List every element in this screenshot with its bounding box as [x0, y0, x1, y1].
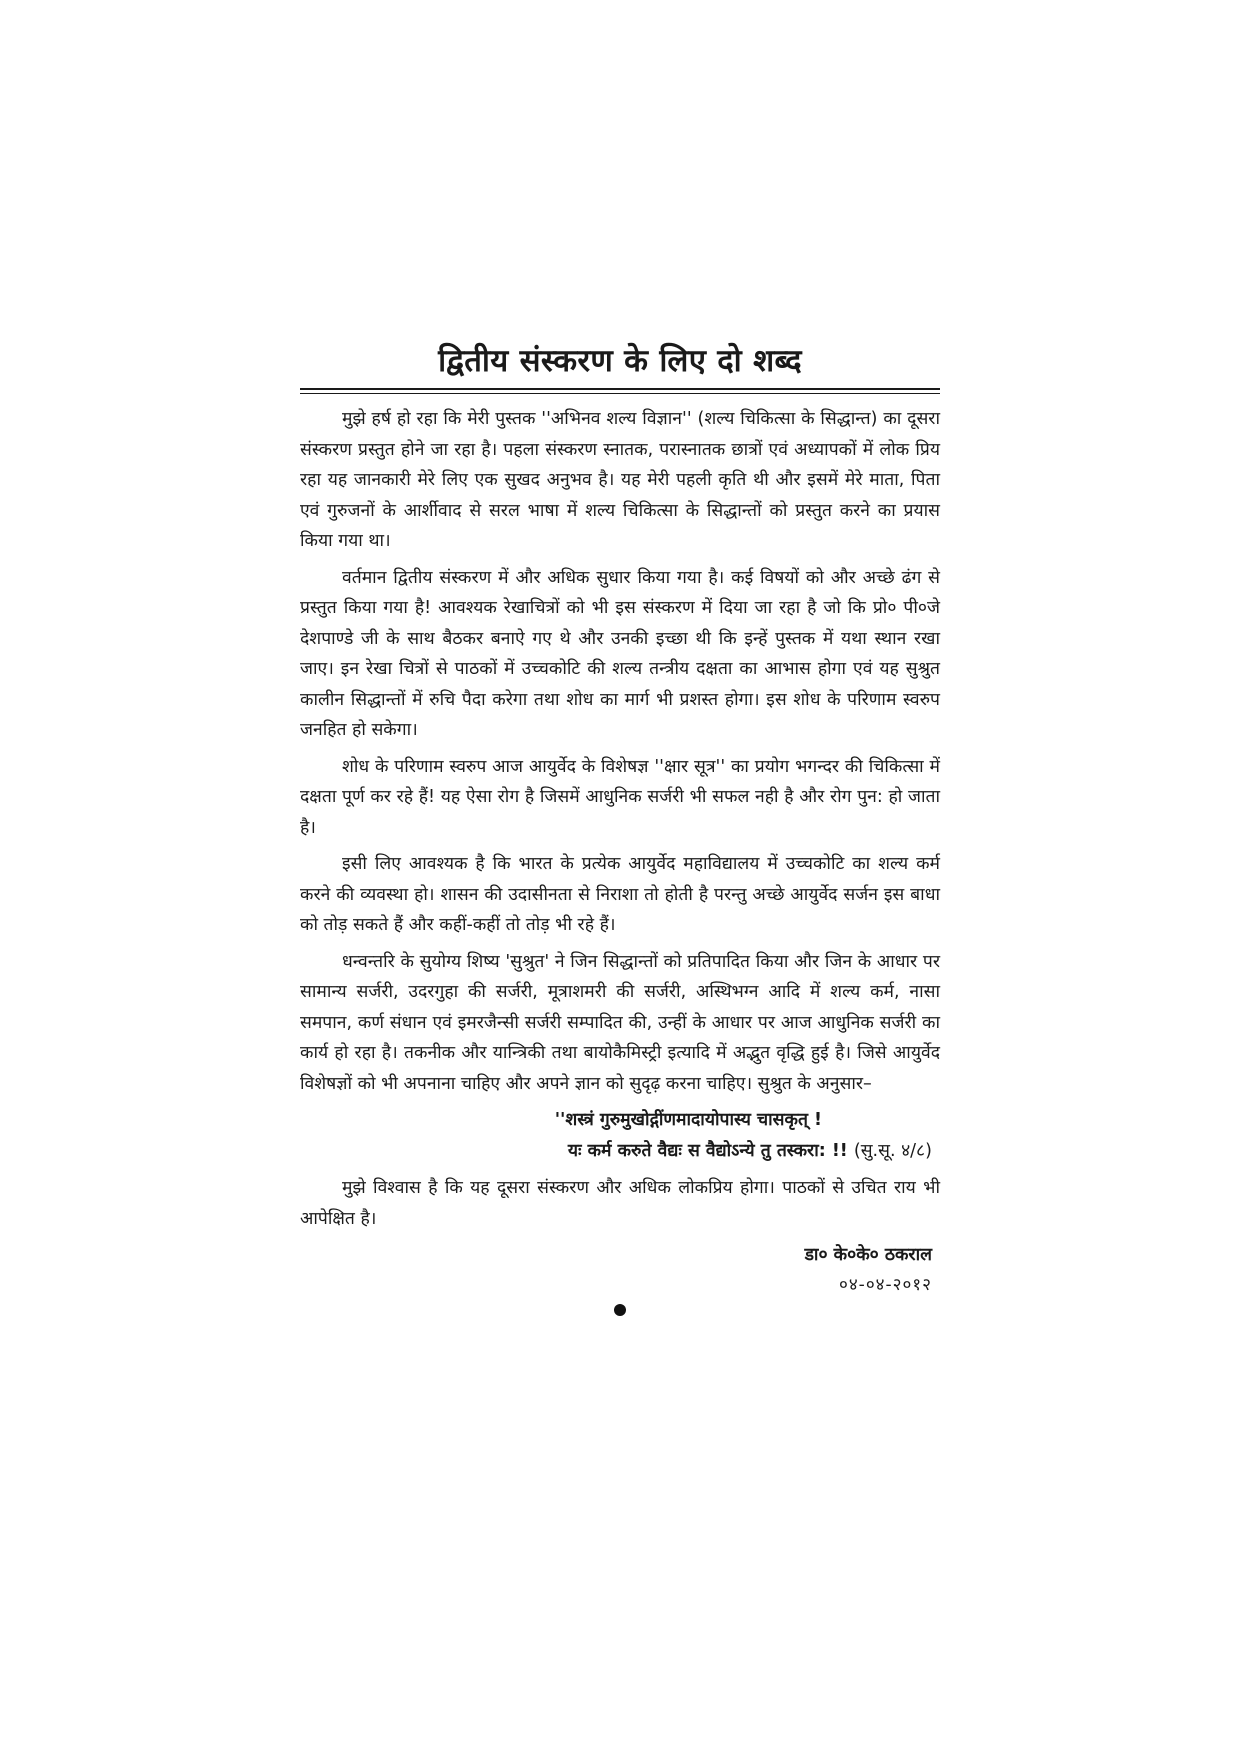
preface-page — [300, 338, 940, 1316]
paragraph-2: वर्तमान द्वितीय संस्करण में और अधिक सुधार किया गया है। कई विषयों को और अच्छे ढंग से प्रस्तुत किया गया है! आवश्यक रेखाचित्रों को भी इस संस्करण में दिया जा रहा है जो कि प्रो० पी०जे देशपाण्डे जी के साथ बैठकर बनाऐ गए थे और उनकी इच्छा थी कि इन्हें पुस्तक में यथा स्थान रखा जाए। इन रेखा चित्रों से पाठकों में उच्चकोटि की शल्य तन्त्रीय दक्षता का आभास होगा एवं यह सुश्रुत कालीन सिद्धान्तों में रुचि पैदा करेगा तथा शोध का मार्ग भी प्रशस्त होगा। इस शोध के परिणाम स्वरुप जनहित हो सकेगा। — [300, 567, 940, 740]
page-title: द्वितीय संस्करण के लिए दो शब्द — [438, 343, 802, 379]
verse-reference: (सु.सू. ४/८) — [853, 1141, 932, 1161]
closing-paragraph: मुझे विश्वास है कि यह दूसरा संस्करण और अधिक लोकप्रिय होगा। पाठकों से उचित राय भी आपेक्षित है। — [300, 1178, 940, 1229]
end-bullet-icon — [614, 1304, 626, 1316]
paragraph-1: मुझे हर्ष हो रहा कि मेरी पुस्तक ''अभिनव शल्य विज्ञान'' (शल्य चिकित्सा के सिद्धान्त) का दूसरा संस्करण प्रस्तुत होने जा रहा है। पहला संस्करण स्नातक, परास्नातक छात्रों एवं अध्यापकों में लोक प्रिय रहा यह जानकारी मेरे लिए एक सुखद अनुभव है। यह मेरी पहली कृति थी और इसमें मेरे माता, पिता एवं गुरुजनों के आर्शीवाद से सरल भाषा में शल्य चिकित्सा के सिद्धान्तों को प्रस्तुत करने का प्रयास किया गया था। — [300, 409, 940, 551]
verse-line-2: यः कर्म करुते वैद्यः स वैद्योऽन्ये तु तस्करा: !! — [567, 1141, 848, 1161]
author-signature: डा० के०के० ठकराल — [804, 1245, 932, 1265]
verse-line-2-wrap — [300, 1136, 932, 1167]
verse-line-1: ''शस्त्रं गुरुमुखोद्गींणमादायोपास्य चासकृत् ! — [554, 1110, 822, 1130]
title-divider-thin — [300, 393, 940, 394]
paragraph-4: इसी लिए आवश्यक है कि भारत के प्रत्येक आयुर्वेद महाविद्यालय में उच्चकोटि का शल्य कर्म करने की व्यवस्था हो। शासन की उदासीनता से निराशा तो होती है परन्तु अच्छे आयुर्वेद सर्जन इस बाधा को तोड़ सकते हैं और कहीं-कहीं तो तोड़ भी रहे हैं। — [300, 854, 940, 935]
title-divider — [300, 388, 940, 390]
paragraph-3: शोध के परिणाम स्वरुप आज आयुर्वेद के विशेषज्ञ ''क्षार सूत्र'' का प्रयोग भगन्दर की चिकित्सा में दक्षता पूर्ण कर रहे हैं! यह ऐसा रोग है जिसमें आधुनिक सर्जरी भी सफल नही है और रोग पुन: हो जाता है। — [300, 756, 940, 838]
sanskrit-verse — [300, 1105, 940, 1167]
signature-date: ०४-०४-२०१२ — [839, 1275, 932, 1295]
paragraph-5: धन्वन्तरि के सुयोग्य शिष्य 'सुश्रुत' ने जिन सिद्धान्तों को प्रतिपादित किया और जिन के आधार पर सामान्य सर्जरी, उदरगुहा की सर्जरी, मूत्राशमरी की सर्जरी, अस्थिभग्न आदि में शल्य कर्म, नासा समपान, कर्ण संधान एवं इमरजैन्सी सर्जरी सम्पादित की, उन्हीं के आधार पर आज आधुनिक सर्जरी का कार्य हो रहा है। तकनीक और यान्त्रिकी तथा बायोकैमिस्ट्री इत्यादि में अद्भुत वृद्धि हुई है। जिसे आयुर्वेद विशेषज्ञों को भी अपनाना चाहिए और अपने ज्ञान को सुदृढ़ करना चाहिए। सुश्रुत के अनुसार– — [300, 951, 940, 1094]
preface-body — [300, 404, 940, 1316]
